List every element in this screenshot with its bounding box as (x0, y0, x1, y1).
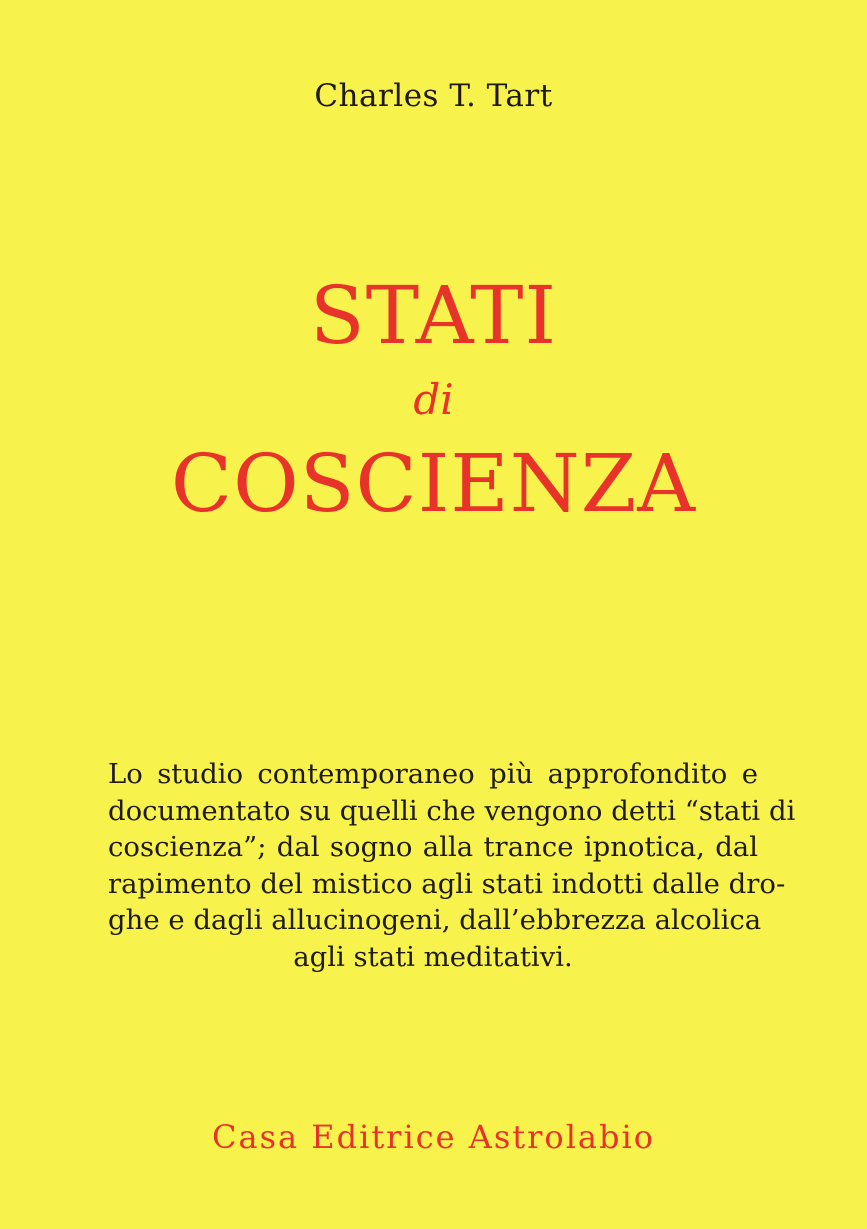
blurb-text (108, 756, 796, 975)
blurb-line: agli stati meditativi. (293, 940, 573, 973)
book-title (0, 268, 867, 532)
blurb-line: Lo studio contemporaneo più approfondito e (108, 758, 758, 790)
title-main: STATI (309, 269, 558, 362)
author-name: Charles T. Tart (314, 78, 553, 114)
title-sub: COSCIENZA (170, 437, 697, 530)
blurb-line: ghe e dagli allucinogeni, dall’ebbrezza alcolica (108, 904, 762, 936)
title-connector: di (413, 375, 454, 424)
blurb-line: documentato su quelli che vengono detti “stati di (108, 794, 796, 827)
blurb-line: coscienza”; dal sogno alla trance ipnotica, dal (108, 831, 758, 863)
blurb-line: rapimento del mistico agli stati indotti dalle dro- (108, 867, 786, 900)
publisher-name: Casa Editrice Astrolabio (212, 1118, 655, 1156)
